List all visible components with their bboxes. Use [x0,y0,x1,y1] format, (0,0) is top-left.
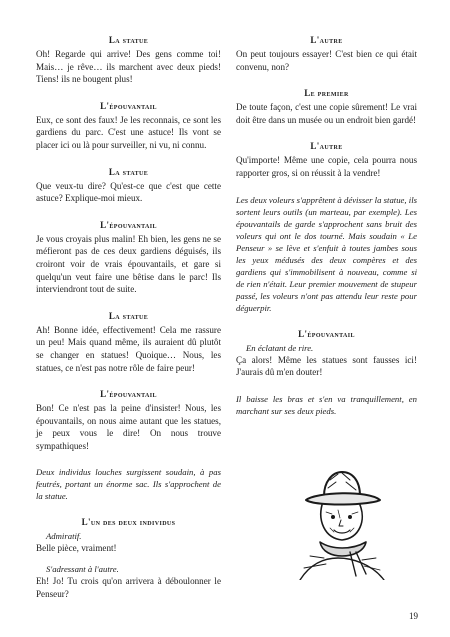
speaker-label: L'autre [310,141,343,152]
speaker-label: Le premier [304,88,349,99]
speaker-label: La statue [108,310,149,321]
dialogue-line: Ça alors! Même les statues sont fausses ici! J'aurais dû m'en douter! [236,354,417,378]
dialogue-line: Bon! Ce n'est pas la peine d'insister! Nous, les épouvantails, on nous aime autant que les statues, je peux vous le dire! On nous trouve sympathiques! [36,403,221,451]
page-number: 19 [409,611,418,621]
left-column [36,34,221,614]
stage-direction: Il baisse les bras et s'en va tranquillement, en marchant sur ses deux pieds. [236,393,417,416]
dialogue-line: Que veux-tu dire? Qu'est-ce que c'est que cette astuce? Explique-moi mieux. [36,180,221,204]
stage-direction: Admiratif. [46,531,82,542]
right-column [236,34,417,431]
stage-direction: S'adressant à l'autre. [46,564,119,575]
stage-direction: Deux individus louches surgissent soudain, à pas feutrés, portant un énorme sac. Ils s'approchent de la statue. [36,467,221,502]
dialogue-line: Ah! Bonne idée, effectivement! Cela me rassure un peu! Mais quand même, ils auraient dû plutôt se changer en statues! Quoique… Nous, les statues, ce n'est pas notre rôle de faire peur! [36,324,221,373]
speaker-label: L'autre [310,35,343,45]
speaker-label: La statue [108,35,149,45]
stage-direction: Les deux voleurs s'apprêtent à dévisser la statue, ils sortent leurs outils (un marteau, par exemple). Les épouvantails de garde s'approchent sans bruit des voleurs qui ont le dos tourné. Mais soudain « Le Penseur » se lève et s'enfuit à toutes jambes sous les yeux médusés des deux compères et des gardiens qui s'immobilisent à nouveau, comme si de rien n'était. Leur premier mouvement de stupeur passé, les voleurs n'ont pas attendu leur reste pour déguerpir. [236,194,417,313]
stage-direction: En éclatant de rire. [246,342,314,353]
dialogue-line: Belle pièce, vraiment! [36,543,117,554]
speaker-label: L'un des deux individus [81,517,176,528]
speaker-label: La statue [108,166,149,177]
dialogue-line: Eh! Jo! Tu crois qu'on arrivera à déboulonner le Penseur? [36,576,221,599]
dialogue-line: On peut toujours essayer! C'est bien ce qui était convenu, non? [236,49,417,72]
dialogue-line: Eux, ce sont des faux! Je les reconnais, ce sont les gardiens du parc. C'est une astuce! Ils vont se placer ici ou là pour surveiller, ni vu, ni connu. [36,114,221,150]
dialogue-line: De toute façon, c'est une copie sûrement! Le vrai doit être dans un musée ou un endroit bien gardé! [236,102,417,125]
scarecrow-sketch-icon [280,460,400,580]
speaker-label: L'épouvantail [298,328,355,339]
speaker-label: L'épouvantail [100,219,157,230]
speaker-label: L'épouvantail [100,100,157,111]
speaker-label: L'épouvantail [100,389,157,400]
dialogue-line: Oh! Regarde qui arrive! Des gens comme toi! Mais… je rêve… ils marchent avec deux pieds! Tiens! ils ne bougent plus! [36,49,221,85]
dialogue-line: Qu'importe! Même une copie, cela pourra nous rapporter gros, si on réussit à la vendre! [236,155,417,178]
dialogue-line: Je vous croyais plus malin! Eh bien, les gens ne se méfieront pas de ces deux gardiens déguisés, ils croiront voir de vrais épouvantails, et gare si quelqu'un veut faire une bêtise dans le parc! Ils interviendront tout de suite. [36,233,221,295]
